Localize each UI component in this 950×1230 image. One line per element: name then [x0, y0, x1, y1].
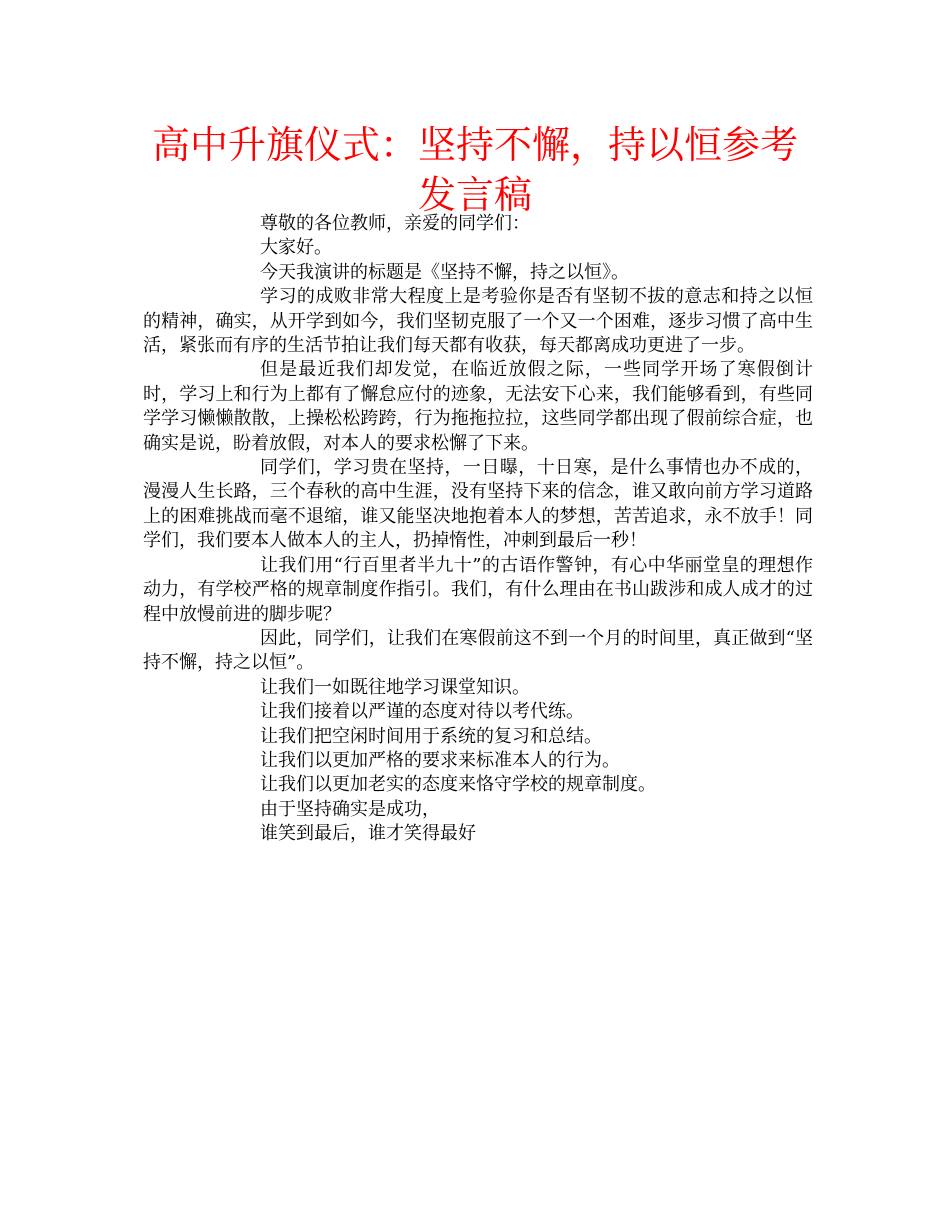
paragraph-body: 但是最近我们却发觉，在临近放假之际，一些同学开场了寒假倒计时，学习上和行为上都有了懈怠应付的迹象，无法安下心来，我们能够看到，有些同学学习懒懒散散，上操松松跨跨，行为拖拖拉拉，这些同学都出现了假前综合症，也确实是说，盼着放假，对本人的要求松懈了下来。	[143, 359, 813, 454]
paragraph-line: 由于坚持确实是成功，	[260, 798, 440, 820]
paragraph-body: 同学们，学习贵在坚持，一日曝，十日寒，是什么事情也办不成的，漫漫人生长路，三个春秋的高中生涯，没有坚持下来的信念，谁又敢向前方学习道路上的困难挑战而毫不退缩，谁又能坚决地抱着本人的梦想，苦苦追求，永不放手！同学们，我们要本人做本人的主人，扔掉惰性，冲刺到最后一秒！	[143, 457, 813, 552]
document-body	[143, 212, 813, 847]
paragraph-body: 让我们用“行百里者半九十”的古语作警钟，有心中华丽堂皇的理想作动力，有学校严格的规章制度作指引。我们，有什么理由在书山跋涉和成人成才的过程中放慢前进的脚步呢？	[143, 554, 813, 625]
paragraph-line: 让我们以更加老实的态度来恪守学校的规章制度。	[260, 774, 656, 796]
paragraph-body: 学习的成败非常大程度上是考验你是否有坚韧不拔的意志和持之以恒的精神，确实，从开学到如今，我们坚韧克服了一个又一个困难，逐步习惯了高中生活，紧张而有序的生活节拍让我们每天都有收获，每天都离成功更进了一步。	[143, 286, 813, 357]
paragraph-line: 让我们一如既往地学习课堂知识。	[260, 676, 530, 698]
paragraph-topic: 今天我演讲的标题是《坚持不懈，持之以恒》。	[260, 261, 629, 283]
paragraph-line: 让我们把空闲时间用于系统的复习和总结。	[260, 725, 602, 747]
document-title: 高中升旗仪式：坚持不懈，持以恒参考发言稿	[151, 123, 798, 217]
paragraph-salutation: 尊敬的各位教师，亲爱的同学们：	[260, 213, 530, 234]
paragraph-greeting: 大家好。	[260, 237, 332, 259]
paragraph-closing: 谁笑到最后，谁才笑得最好	[260, 823, 476, 845]
paragraph-body: 因此，同学们，让我们在寒假前这不到一个月的时间里，真正做到“坚持不懈，持之以恒”。	[143, 627, 813, 674]
paragraph-line: 让我们接着以严谨的态度对待以考代练。	[260, 701, 584, 723]
paragraph-line: 让我们以更加严格的要求来标准本人的行为。	[260, 749, 620, 771]
